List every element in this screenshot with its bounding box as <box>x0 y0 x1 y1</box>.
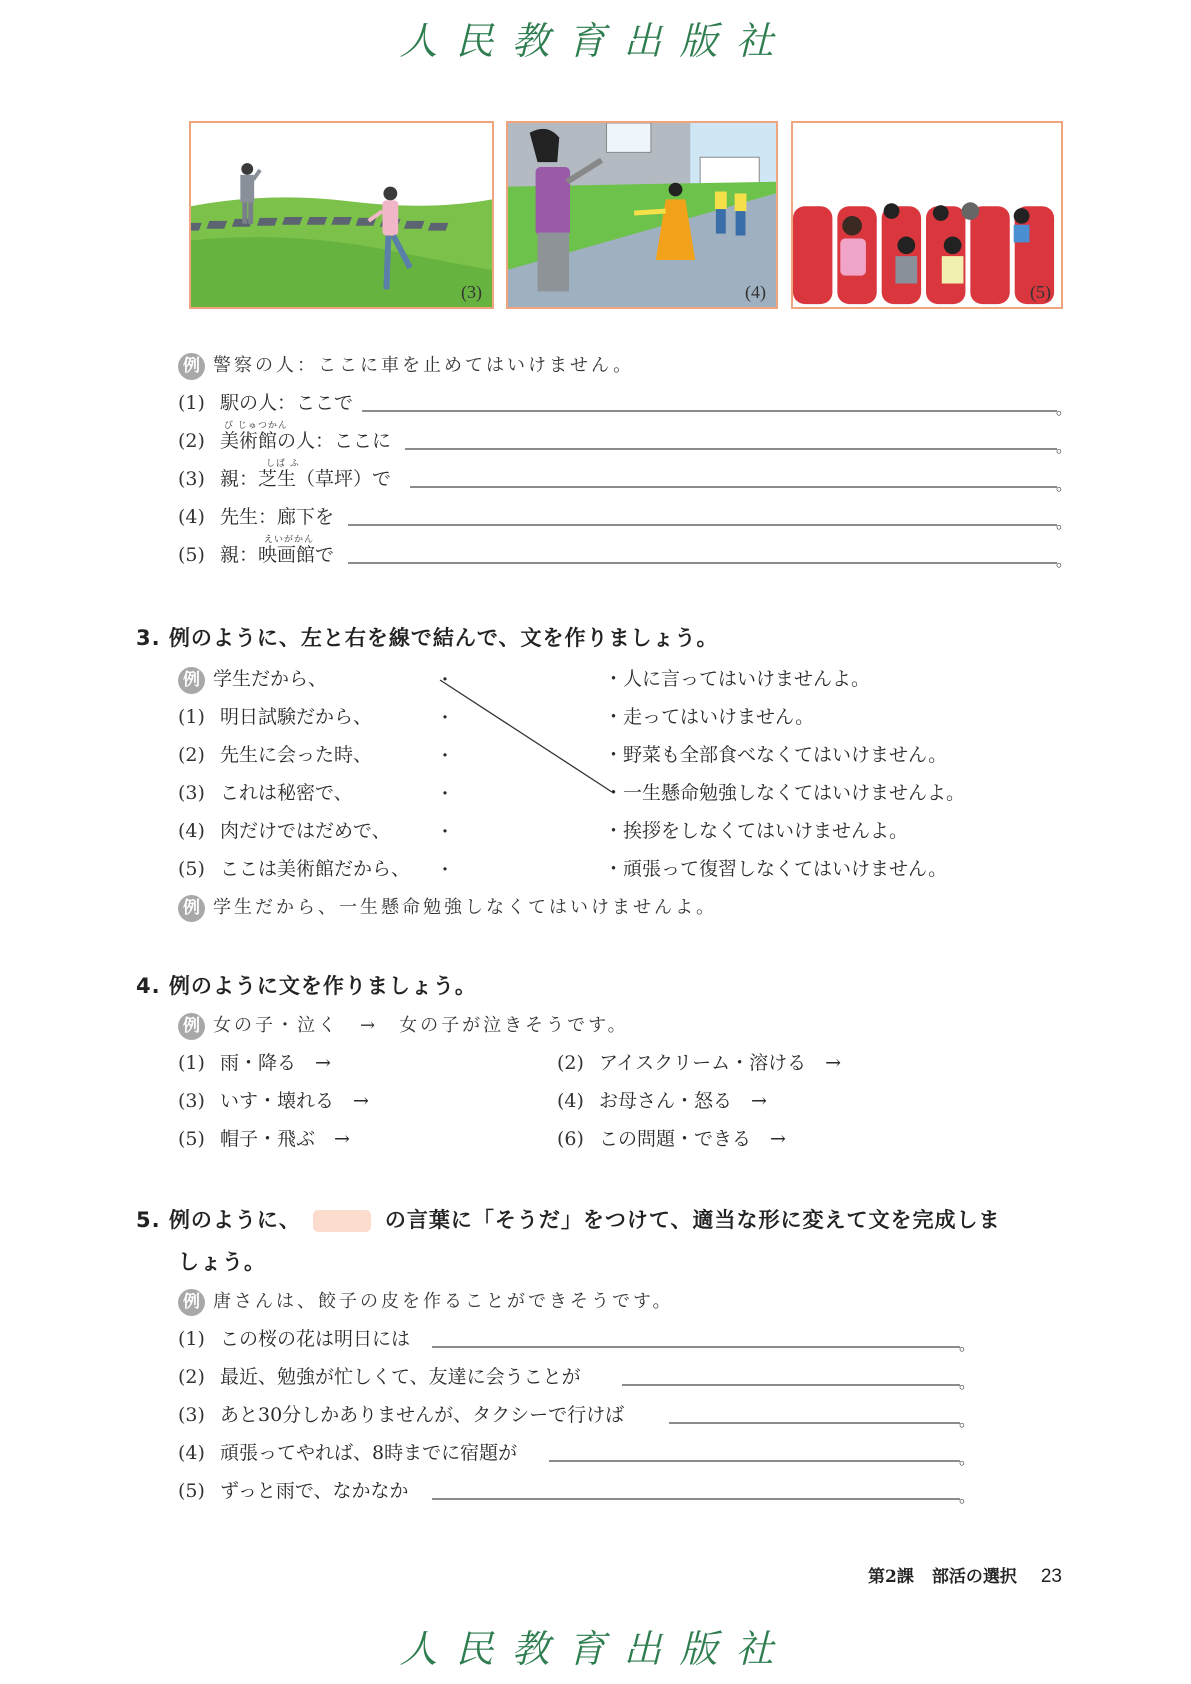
example-text: 学生だから、一生懸命勉強しなくてはいけませんよ。 <box>213 897 717 918</box>
publisher-logo-footer <box>0 1618 1191 1673</box>
item-number: (3) <box>178 1404 205 1426</box>
section3-left-3 <box>178 780 353 806</box>
example-badge: 例 <box>178 667 205 694</box>
section2-item-3 <box>178 466 391 492</box>
match-dot-left[interactable]: ・ <box>436 784 454 805</box>
section5-heading <box>136 1204 1000 1234</box>
section5-heading-line2: しょう。 <box>178 1250 266 1274</box>
item-prompt: この問題・できる → <box>599 1128 786 1150</box>
item-number: (2) <box>178 744 205 766</box>
period: 。 <box>959 1411 976 1430</box>
example-badge: 例 <box>178 1013 205 1040</box>
picture-4 <box>506 121 778 309</box>
section5-example <box>178 1288 674 1316</box>
section2-item-1 <box>178 390 353 416</box>
left-clause: これは秘密で、 <box>220 782 353 804</box>
period: 。 <box>959 1335 976 1354</box>
example-connector-line <box>430 670 620 800</box>
item-number: (2) <box>178 1366 205 1388</box>
section3-right-4[interactable]: ・一生懸命勉強しなくてはいけませんよ。 <box>604 782 966 804</box>
publisher-logo-text: 人民教育出版社 <box>399 19 792 63</box>
heading-part-2: の言葉に「そうだ」をつけて、適当な形に変えて文を完成しま <box>384 1208 1001 1232</box>
item-number: (5) <box>178 1128 205 1150</box>
section4-item-4 <box>557 1088 767 1114</box>
answer-blank-1[interactable] <box>362 410 1057 412</box>
section4-example <box>178 1012 629 1040</box>
match-dot-left[interactable]: ・ <box>436 708 454 729</box>
item-prompt: 最近、勉強が忙しくて、友達に会うことが <box>220 1366 581 1388</box>
match-dot-left[interactable]: ・ <box>436 822 454 843</box>
period: 。 <box>959 1449 976 1468</box>
section3-heading: 3. 例のように、左と右を線で結んで、文を作りましょう。 <box>136 626 719 650</box>
park-scene-illustration <box>191 123 492 307</box>
item-number: (2) <box>557 1052 584 1074</box>
section4-item-5 <box>178 1126 350 1152</box>
item-prompt: 美術館の人：ここに <box>220 430 392 452</box>
period: 。 <box>959 1373 976 1392</box>
furigana-bijutsukan: び じゅつかん <box>224 421 288 431</box>
period: 。 <box>959 1487 976 1506</box>
section3-left-4 <box>178 818 391 844</box>
example-text: 警察の人：ここに車を止めてはいけません。 <box>213 355 635 376</box>
highlight-swatch <box>313 1210 371 1232</box>
publisher-logo-text: 人民教育出版社 <box>399 1627 792 1671</box>
section5-item-1 <box>178 1326 410 1352</box>
example-badge: 例 <box>178 1289 205 1316</box>
answer-blank-2[interactable] <box>622 1384 960 1386</box>
item-number: (5) <box>178 1480 205 1502</box>
item-prompt: 先生：廊下を <box>220 506 335 528</box>
answer-blank-3[interactable] <box>669 1422 960 1424</box>
section2-item-5 <box>178 542 334 568</box>
match-dot-left[interactable]: ・ <box>436 670 454 691</box>
item-prompt: ずっと雨で、なかなか <box>220 1480 409 1502</box>
section4-heading: 4. 例のように文を作りましょう。 <box>136 974 477 998</box>
section2-item-4 <box>178 504 334 530</box>
match-dot-left[interactable]: ・ <box>436 746 454 767</box>
section3-left-5 <box>178 856 410 882</box>
item-number: (3) <box>178 782 205 804</box>
section3-right-3[interactable]: ・野菜も全部食べなくてはいけません。 <box>604 744 948 766</box>
picture-5 <box>791 121 1063 309</box>
furigana-eigakan: えいがかん <box>264 535 315 545</box>
left-clause: 学生だから、 <box>213 668 328 690</box>
section5-item-4 <box>178 1440 517 1466</box>
answer-blank-3[interactable] <box>410 486 1057 488</box>
item-number: (1) <box>178 1052 205 1074</box>
section3-left-2 <box>178 742 372 768</box>
section4-item-1 <box>178 1050 331 1076</box>
picture-label: (5) <box>1030 282 1051 302</box>
item-number: (4) <box>178 1442 205 1464</box>
example-text: 女の子・泣く → 女の子が泣きそうです。 <box>213 1015 629 1036</box>
section3-right-1[interactable]: ・人に言ってはいけませんよ。 <box>604 668 871 690</box>
answer-blank-4[interactable] <box>348 524 1057 526</box>
answer-blank-2[interactable] <box>405 448 1057 450</box>
section3-right-2[interactable]: ・走ってはいけません。 <box>604 706 815 728</box>
lesson-title: 部活の選択 <box>931 1567 1017 1587</box>
section5-item-3 <box>178 1402 624 1428</box>
item-number: (4) <box>178 506 205 528</box>
item-number: (3) <box>178 1090 205 1112</box>
period: 。 <box>1056 399 1073 418</box>
match-dot-left[interactable]: ・ <box>436 860 454 881</box>
item-number: (5) <box>178 858 205 880</box>
item-prompt: 帽子・飛ぶ → <box>220 1128 350 1150</box>
item-prompt: いす・壊れる → <box>220 1090 369 1112</box>
answer-blank-4[interactable] <box>549 1460 960 1462</box>
example-text: 唐さんは、餃子の皮を作ることができそうです。 <box>213 1291 674 1312</box>
section3-answer-example <box>178 894 717 922</box>
section3-right-6[interactable]: ・頑張って復習しなくてはいけません。 <box>604 858 948 880</box>
item-prompt: アイスクリーム・溶ける → <box>599 1052 842 1074</box>
example-badge: 例 <box>178 353 205 380</box>
answer-blank-5[interactable] <box>348 562 1057 564</box>
item-number: (1) <box>178 392 205 414</box>
period: 。 <box>1056 437 1073 456</box>
section2-example <box>178 352 634 380</box>
item-prompt: 雨・降る → <box>220 1052 331 1074</box>
section3-right-5[interactable]: ・挨拶をしなくてはいけませんよ。 <box>604 820 909 842</box>
example-badge: 例 <box>178 895 205 922</box>
item-number: (6) <box>557 1128 584 1150</box>
item-number: (3) <box>178 468 205 490</box>
item-prompt: 頑張ってやれば、8時までに宿題が <box>220 1442 518 1464</box>
period: 。 <box>1056 475 1073 494</box>
left-clause: ここは美術館だから、 <box>220 858 411 880</box>
item-prompt: お母さん・怒る → <box>599 1090 767 1112</box>
item-number: (4) <box>178 820 205 842</box>
publisher-logo-header <box>0 10 1191 65</box>
answer-blank-5[interactable] <box>432 1498 960 1500</box>
item-prompt: 親：映画館で <box>220 544 335 566</box>
left-clause: 先生に会った時、 <box>220 744 373 766</box>
heading-part-1: 5. 例のように、 <box>136 1208 301 1232</box>
furigana-shibafu: しば ふ <box>266 459 300 469</box>
left-clause: 肉だけではだめで、 <box>220 820 391 842</box>
item-number: (2) <box>178 430 205 452</box>
page-number: 23 <box>1040 1566 1062 1587</box>
picture-label: (3) <box>461 282 482 302</box>
picture-3 <box>189 121 494 309</box>
item-prompt: この桜の花は明日には <box>220 1328 411 1350</box>
answer-blank-1[interactable] <box>432 1346 960 1348</box>
period: 。 <box>1056 551 1073 570</box>
left-clause: 明日試験だから、 <box>220 706 373 728</box>
lesson-number: 第2課 <box>868 1567 914 1587</box>
picture-label: (4) <box>745 282 766 302</box>
item-number: (5) <box>178 544 205 566</box>
item-number: (1) <box>178 706 205 728</box>
section4-item-6 <box>557 1126 786 1152</box>
item-prompt: 駅の人：ここで <box>220 392 354 414</box>
item-number: (4) <box>557 1090 584 1112</box>
item-number: (1) <box>178 1328 205 1350</box>
cinema-scene-illustration <box>793 123 1061 307</box>
period: 。 <box>1056 513 1073 532</box>
section5-item-5 <box>178 1478 408 1504</box>
section3-left-example <box>178 666 327 694</box>
corridor-scene-illustration <box>508 123 776 307</box>
section5-item-2 <box>178 1364 581 1390</box>
section4-item-2 <box>557 1050 841 1076</box>
section2-item-2 <box>178 428 391 454</box>
page-footer <box>868 1562 1062 1588</box>
section4-item-3 <box>178 1088 369 1114</box>
section3-left-1 <box>178 704 372 730</box>
item-prompt: あと30分しかありませんが、タクシーで行けば <box>220 1404 625 1426</box>
item-prompt: 親：芝生（草坪）で <box>220 468 392 490</box>
